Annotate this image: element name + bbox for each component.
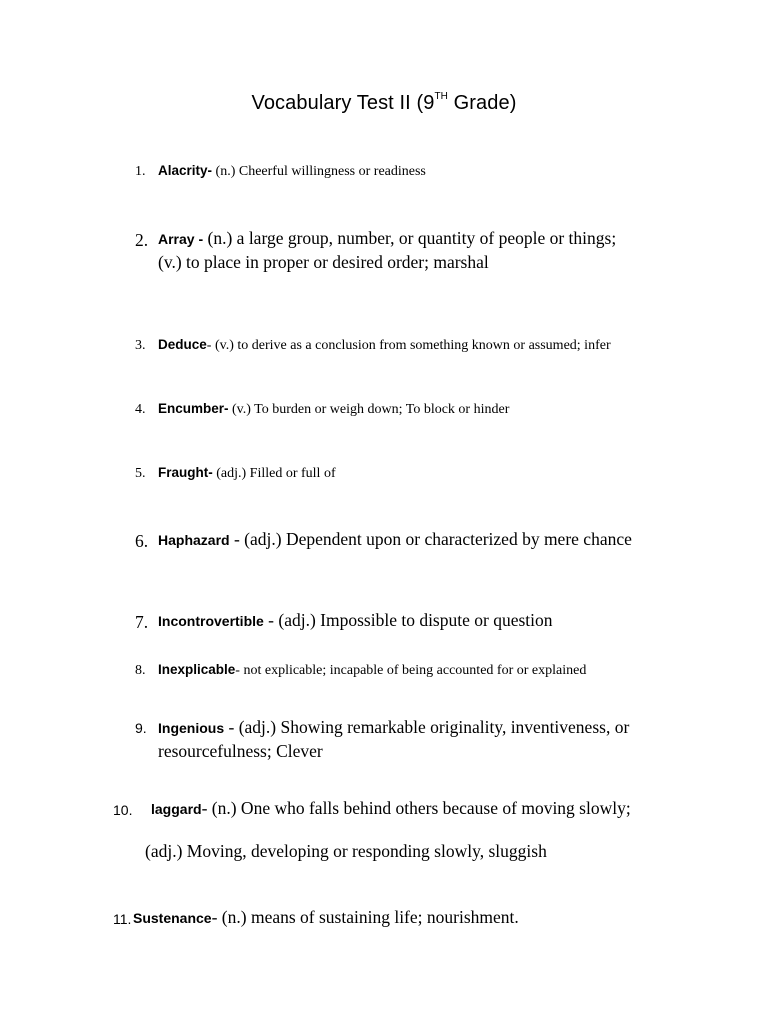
vocab-term: Alacrity- (158, 163, 213, 178)
vocab-term: Array - (158, 231, 204, 247)
title-main: Vocabulary Test II (9 (251, 92, 435, 114)
entry-number: 9. (135, 720, 147, 736)
vocab-definition: (n.) a large group, number, or quantity of people or things; (203, 228, 617, 248)
entry-number: 3. (135, 338, 146, 353)
vocab-term: Inexplicable (158, 662, 236, 677)
vocab-definition: - not explicable; incapable of being accounted for or explained (235, 663, 587, 678)
title-tail: Grade) (447, 92, 517, 114)
vocab-term: Sustenance (133, 910, 212, 926)
vocab-definition: (v.) To burden or weigh down; To block or hinder (228, 402, 510, 417)
list-item (133, 909, 519, 927)
vocab-definition: - (adj.) Showing remarkable originality, inventiveness, or (224, 717, 630, 737)
vocab-term: laggard (151, 801, 202, 817)
vocab-term: Deduce (158, 337, 207, 352)
vocab-definition-continued: (v.) to place in proper or desired order; marshal (158, 252, 489, 272)
vocab-term: Ingenious (158, 720, 225, 736)
vocab-term: Fraught- (158, 465, 213, 480)
title-superscript: TH (434, 91, 448, 102)
vocab-definition: - (v.) to derive as a conclusion from something known or assumed; infer (206, 338, 611, 353)
entry-number: 6. (135, 531, 149, 551)
vocab-definition: - (adj.) Impossible to dispute or question (263, 610, 553, 630)
list-item (158, 719, 629, 737)
vocab-term: Encumber- (158, 401, 229, 416)
vocab-definition-continued: (adj.) Moving, developing or responding slowly, sluggish (145, 841, 547, 861)
vocab-definition-continued: resourcefulness; Clever (158, 741, 323, 761)
page-title (0, 92, 768, 115)
list-item (158, 531, 632, 549)
vocab-definition: (adj.) Filled or full of (212, 466, 336, 481)
vocab-term: Incontrovertible (158, 613, 264, 629)
list-item (158, 612, 553, 630)
entry-number: 1. (135, 164, 146, 179)
entry-number: 2. (135, 230, 149, 250)
vocab-definition: - (n.) One who falls behind others because of moving slowly; (201, 798, 631, 818)
vocab-term: Haphazard (158, 532, 230, 548)
list-item (158, 663, 586, 678)
list-item (158, 402, 509, 417)
vocab-definition: - (adj.) Dependent upon or characterized by mere chance (229, 529, 632, 549)
entry-number: 4. (135, 402, 146, 417)
list-item (158, 338, 611, 353)
vocab-definition: (n.) Cheerful willingness or readiness (212, 164, 426, 179)
list-item (158, 230, 616, 248)
entry-number: 8. (135, 663, 146, 678)
list-item (158, 466, 336, 481)
list-item (158, 164, 426, 179)
entry-number: 5. (135, 466, 146, 481)
vocab-definition: - (n.) means of sustaining life; nourishment. (211, 907, 519, 927)
entry-number: 7. (135, 612, 149, 632)
entry-number: 10. (113, 802, 133, 818)
entry-number: 11. (113, 911, 132, 927)
list-item (151, 800, 631, 818)
